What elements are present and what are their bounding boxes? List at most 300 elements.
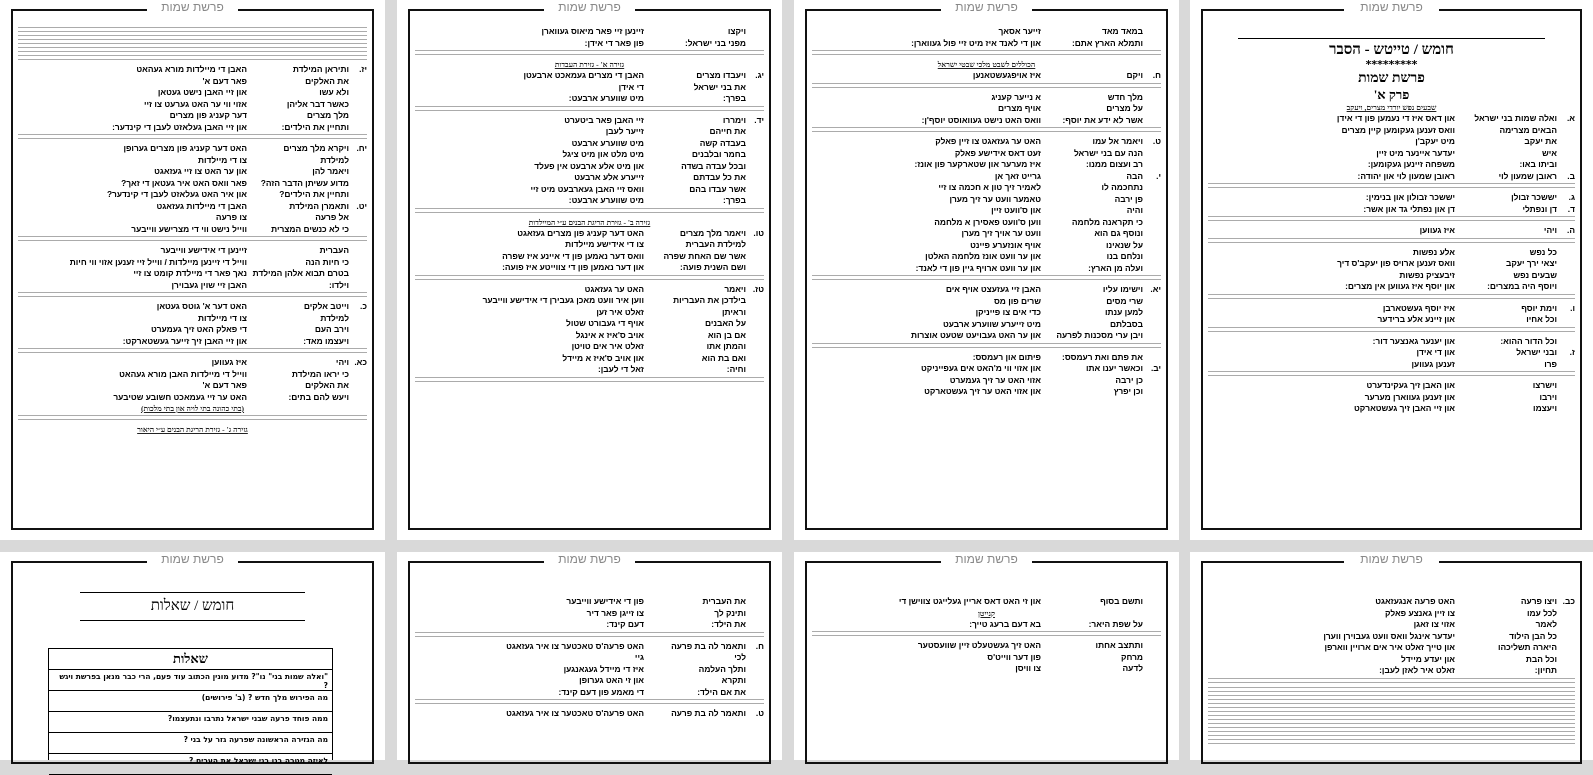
yiddish-translation: זיבעציק נפשות: [1399, 269, 1455, 280]
yiddish-translation: דן און נפתלי גד און אשר:: [1363, 203, 1455, 214]
hebrew-text: ותחיין את הילדים:: [281, 121, 349, 132]
yiddish-translation: מיט שווערע ארבעט:: [568, 195, 644, 205]
verse-line: [812, 26, 1161, 38]
hebrew-text: למילדת העברית: [685, 239, 746, 249]
running-header: פרשת שמות: [1360, 552, 1423, 566]
hebrew-text: ועלה מן הארץ:: [1088, 262, 1143, 273]
yiddish-translation: און מיט אלע ארבעט אין פעלד: [534, 160, 644, 171]
hebrew-text: פן ירבה: [1114, 193, 1143, 204]
hebrew-text: ובני ישראל: [1516, 347, 1557, 357]
yiddish-translation: כדי אים צו פייניקן: [975, 307, 1041, 317]
verse-line: [18, 76, 367, 88]
verse-line: [415, 70, 764, 82]
yiddish-translation: אויף מצרים: [998, 103, 1041, 113]
hebrew-text: ויבן ערי מסכנות לפרעה: [1056, 330, 1143, 340]
hebrew-text: ויקצו: [727, 26, 746, 36]
verse-line: [1208, 654, 1575, 666]
yiddish-translation: פון די אידישע ווייבער: [566, 596, 644, 606]
verse-line: [812, 182, 1161, 194]
yiddish-translation: און אזוי האט ער זיך געשטארקט: [924, 386, 1041, 396]
verse-line: [415, 184, 764, 196]
hebrew-text: והמתן אתו: [706, 341, 746, 351]
verse-line: [812, 619, 1161, 631]
verse-line: [1208, 247, 1575, 259]
hebrew-text: כל הבן הילוד: [1509, 630, 1557, 641]
verse-line: [415, 318, 764, 330]
hebrew-text: וחיה:: [726, 364, 746, 374]
yiddish-translation: אזוי צו זאגן: [1413, 619, 1455, 629]
yiddish-translation: און זיי האבן זיך זייער געשטארקט:: [122, 335, 247, 346]
verse-line: [1208, 596, 1575, 608]
hebrew-text: לאמר: [1535, 619, 1557, 629]
commentary-block: [18, 27, 367, 63]
section-subtitle: הכוללים לשבט מלכי שבטי ישראל: [937, 60, 1036, 69]
hebrew-text: ויאמר להן: [312, 166, 349, 176]
verse-line: [415, 295, 764, 307]
yiddish-translation: וואס זיי האבן געארבעט מיט זיי: [530, 183, 644, 194]
verse-line: [812, 240, 1161, 252]
section-subtitle: שבעים נפש יורדי מצרים, ויעקב: [1346, 103, 1437, 112]
verse-number: יז.: [359, 64, 367, 74]
hebrew-text: וכאשר יענו אתו: [1085, 363, 1143, 373]
verse-number: יד.: [754, 114, 764, 125]
verse-line: [812, 217, 1161, 229]
verse-number: ב.: [1567, 170, 1575, 181]
yiddish-translation: איז די מיידל געגאנגען: [563, 663, 644, 674]
verse-number: טו.: [753, 227, 764, 238]
verse-line: [18, 257, 367, 269]
yiddish-translation: און ער וועט ארויף גיין פון די לאנד:: [915, 262, 1041, 273]
running-header: פרשת שמות: [161, 0, 224, 14]
verse-line: [812, 205, 1161, 217]
yiddish-translation: האט פרעה אנגעזאגט: [1375, 596, 1455, 606]
yiddish-translation: זאלט איר אים טויטן: [571, 341, 644, 351]
yiddish-translation: זייער לעבן: [605, 126, 644, 136]
verse-line: [415, 262, 764, 274]
verse-line: [18, 224, 367, 236]
verse-number: יב.: [1150, 363, 1161, 373]
hebrew-text: אל פרעה: [315, 212, 349, 222]
verse-line: [1208, 148, 1575, 160]
hebrew-text: את פתם ואת רעמסס:: [1062, 351, 1143, 362]
hebrew-text: ותקרא: [721, 675, 746, 685]
verse-number: ו.: [1570, 302, 1575, 313]
hebrew-text: בפרך:: [722, 195, 746, 205]
hebrew-text: כי תקראנה מלחמה: [1071, 216, 1143, 227]
question-row: ממה פוחד פרעה שבני ישראל נתרבו ונתעצמו?: [49, 712, 332, 733]
hebrew-text: נתחכמה לו: [1101, 182, 1143, 192]
commentary-block: [812, 127, 1161, 135]
hebrew-text: ונוסף גם הוא: [1094, 228, 1143, 238]
verse-number: טז.: [752, 283, 764, 294]
commentary-block: [415, 632, 764, 640]
hebrew-text: ותיראן המילדת: [292, 64, 349, 74]
yiddish-translation: און זי האט גערופן: [579, 675, 644, 685]
hebrew-text: לכי: [734, 652, 746, 662]
verse-line: [18, 212, 367, 224]
commentary-block: [1208, 678, 1575, 686]
page-body: [1208, 596, 1575, 744]
hebrew-text: וכן יפרץ: [1113, 386, 1143, 396]
hebrew-text: במאד מאד: [1101, 26, 1143, 36]
verse-line: [18, 245, 367, 257]
verse-line: [1208, 347, 1575, 359]
verse-number: כ.: [360, 301, 367, 311]
verse-line: [812, 263, 1161, 275]
verse-line: [415, 82, 764, 94]
verse-line: [812, 115, 1161, 127]
yiddish-translation: און יענער גאנצער דור:: [1372, 335, 1455, 346]
yiddish-translation: און זענען געווארן מערער: [1364, 391, 1455, 402]
yiddish-translation: איז געווען: [1419, 225, 1455, 235]
yiddish-translation: צו זייגן פאר דיר: [586, 607, 644, 618]
commentary-block: [415, 50, 764, 58]
yiddish-translation: און האבן זיך געקינדערט: [1366, 380, 1455, 390]
verse-line: [812, 375, 1161, 387]
hebrew-text: ותאמר לה בת פרעה: [671, 640, 746, 651]
verse-line: [415, 126, 764, 138]
yiddish-translation: זיינען זיי פאר מיאוס געווארן: [541, 26, 644, 36]
commentary-block: [18, 415, 367, 423]
yiddish-translation: וואס זענען געקומען קיין מצרים: [1341, 124, 1455, 135]
verse-line: [812, 319, 1161, 331]
hebrew-text: תחיון:: [1534, 665, 1557, 675]
page-8: [0, 552, 385, 765]
commentary-block: [812, 83, 1161, 91]
yiddish-translation: יעדער איינער מיט זיין: [1376, 147, 1455, 158]
verse-line: [812, 148, 1161, 160]
hebrew-text: למען ענתו: [1105, 307, 1143, 317]
hebrew-text: הבאים מצרימה: [1499, 124, 1557, 135]
yiddish-translation: און איר האט געלאזט לעבן די קינדער?: [106, 189, 247, 199]
verse-line: [415, 138, 764, 150]
verse-line: [18, 280, 367, 292]
hebrew-text: ותשם בסוף: [1100, 596, 1143, 606]
verse-line: [1208, 359, 1575, 371]
hebrew-text: ובכל עבדה בשדה: [681, 160, 746, 171]
commentary-block: [812, 343, 1161, 351]
hebrew-text: בטרם תבוא אלהן המילדת: [252, 268, 349, 278]
yiddish-translation: איז יוסף געשטארבן: [1382, 302, 1455, 313]
yiddish-translation: און טייך זאלט איר אים ארויין ווארפן: [1324, 642, 1455, 652]
hebrew-text: דן ונפתלי: [1522, 203, 1557, 214]
hebrew-text: מפני בני ישראל:: [684, 37, 746, 48]
verse-line: [1208, 270, 1575, 282]
yiddish-translation: ווייל די זיינען מיילדות / ווייל זיי זענען אזוי ווי חיות: [69, 256, 247, 267]
hebrew-text: על מצרים: [1106, 103, 1143, 113]
hebrew-text: וימררו: [722, 114, 746, 125]
verse-number: יט.: [356, 200, 367, 211]
verse-line: [415, 687, 764, 699]
section-subtitle: גזירה א' - גזירת העבדות: [554, 60, 625, 69]
hebrew-text: העברית: [319, 245, 349, 255]
verse-line: [1208, 192, 1575, 204]
yiddish-translation: וואס האט נישט געוואוסט יוסף'ן:: [921, 114, 1041, 125]
verse-line: [812, 228, 1161, 240]
verse-line: [1208, 380, 1575, 392]
hebrew-text: בחמר ובלבנים: [691, 149, 746, 159]
verse-line: [1208, 314, 1575, 326]
verse-line: [812, 194, 1161, 206]
hebrew-text: מדוע עשיתן הדבר הזה?: [260, 177, 349, 188]
hebrew-text: את בני ישראל: [693, 81, 746, 92]
yiddish-translation: וועט ער אויך זיך מערן: [961, 228, 1041, 238]
verse-line: [18, 178, 367, 190]
page-body: [415, 26, 764, 524]
hebrew-text: ויאמר אל עמו: [1092, 136, 1143, 146]
hebrew-text: ולא עשו: [319, 87, 349, 97]
verse-line: [18, 380, 367, 392]
verse-line: [812, 652, 1161, 664]
commentary-block: [415, 377, 764, 385]
yiddish-translation: און זיינע אלע ברידער: [1377, 314, 1455, 324]
verse-line: [1208, 171, 1575, 183]
yiddish-translation: פאר וואס האט איר געטאן די זאך?: [121, 177, 247, 188]
verse-line: [18, 155, 367, 167]
verse-line: [812, 284, 1161, 296]
question-row: מה הפירוש מלך חדש ? (ב' פירושים): [49, 691, 332, 712]
hebrew-text: ונלחם בנו: [1106, 251, 1143, 261]
yiddish-translation: האט דער קעניג פון מצרים גערופן: [123, 143, 247, 153]
verse-line: [1208, 159, 1575, 171]
yiddish-translation: יעדער אינגל וואס וועט געבוירן ווערן: [1323, 630, 1455, 641]
verse-line: [415, 330, 764, 342]
yiddish-translation: און די לאנד איז מיט זיי פול געווארן:: [911, 37, 1041, 48]
verse-line: [415, 149, 764, 161]
verse-line: [415, 708, 764, 720]
verse-line: [415, 38, 764, 50]
verse-line: [812, 136, 1161, 148]
yiddish-translation: זאלט איר זען: [596, 306, 644, 317]
question-row: "ואלה שמות בני" נו"? מדוע מונין הכתוב עוד פעם, הרי כבר מנאן בפרשת ויגש ?: [49, 670, 332, 691]
verse-line: [415, 619, 764, 631]
yiddish-translation: אזוי ווי ער האט גערעט צו זיי: [143, 98, 247, 109]
yiddish-translation: אויף אונזערע פיינט: [970, 239, 1041, 250]
verse-line: [18, 110, 367, 122]
verse-line: [18, 143, 367, 155]
hebrew-text: איש: [1542, 147, 1557, 158]
hebrew-text: ויעצמו מאד:: [303, 335, 349, 346]
commentary-block: [1208, 371, 1575, 379]
page-body: [812, 26, 1161, 524]
yiddish-translation: און ער וועט אונז מלחמה האלטן: [925, 251, 1041, 261]
yiddish-translation: צו די מיילדות: [197, 312, 247, 323]
yiddish-translation: האט פרעה'ס טאכטער צו איר געזאגט: [506, 708, 644, 718]
yiddish-translation: אלע נפשות: [1412, 246, 1455, 257]
verse-number: כא.: [354, 357, 367, 367]
questions-title: חומש / שאלות: [80, 592, 305, 621]
hebrew-text: כי יראו המילדת: [291, 368, 349, 379]
yiddish-translation: און ער האט געבויעט שטעט אוצרות: [910, 330, 1041, 340]
verse-line: [1208, 642, 1575, 654]
page-body: [415, 596, 764, 744]
yiddish-translation: וואס זענען ארויס פון יעקב'ס דיך: [1337, 258, 1455, 268]
verse-number: א.: [1566, 113, 1575, 123]
commentary-block: [18, 348, 367, 356]
running-header: פרשת שמות: [955, 552, 1018, 566]
yiddish-translation: און דאס איז די נעמען פון די אידן: [1336, 113, 1455, 123]
verse-line: [1208, 336, 1575, 348]
commentary-block: [1208, 183, 1575, 191]
hebrew-text: וישימו עליו: [1102, 284, 1143, 294]
hebrew-text: למילדת: [320, 312, 349, 323]
yiddish-translation: די אידן: [618, 81, 644, 92]
yiddish-translation: גיי: [634, 652, 644, 662]
yiddish-translation: אויף די געבורט שטול: [566, 318, 644, 328]
verse-number: ט.: [755, 708, 764, 718]
verse-line: [812, 159, 1161, 171]
verse-line: [18, 301, 367, 313]
hebrew-text: ויעצמו: [1533, 403, 1557, 413]
hebrew-text: וילדו:: [328, 279, 349, 290]
hebrew-text: כי לא כנשים המצרית: [271, 223, 349, 234]
yiddish-translation: פון דער ווייט'ס: [987, 651, 1041, 662]
commentary-block: [1208, 238, 1575, 246]
verse-line: [415, 353, 764, 365]
verse-line: [812, 386, 1161, 398]
verse-number: ח.: [755, 640, 764, 651]
page-6: [794, 552, 1179, 760]
yiddish-translation: מיט מלט און מיט ציגל: [562, 149, 644, 159]
verse-number: ג.: [1568, 192, 1575, 202]
verse-line: [1208, 204, 1575, 216]
hebrew-text: מלך מצרים: [306, 110, 349, 120]
hebrew-text: ויאמר: [724, 283, 746, 294]
verse-line: [812, 596, 1161, 608]
verse-line: [18, 201, 367, 213]
hebrew-text: ויעבדו מצרים: [696, 70, 746, 80]
yiddish-translation: האט ער געזאגט צו זיין פאלק: [935, 136, 1041, 146]
questions-heading: שאלות: [49, 649, 332, 670]
page-body: [18, 26, 367, 524]
running-header: פרשת שמות: [558, 552, 621, 566]
yiddish-translation: צו די מיילדות: [197, 154, 247, 165]
verse-number: יח.: [356, 143, 367, 153]
yiddish-translation: טאמער וועט ער זיך מערן: [949, 193, 1041, 204]
hebrew-text: ראובן שמעון לוי: [1498, 170, 1557, 181]
yiddish-translation: האבן די מיילדות געזאגט: [156, 200, 247, 211]
verse-line: [18, 357, 367, 369]
hebrew-text: ויקרא מלך מצרים: [283, 143, 349, 153]
commentary-block: [1208, 216, 1575, 224]
hebrew-text: ואם בת הוא: [701, 352, 746, 363]
verse-line: [415, 641, 764, 653]
yiddish-translation: שרים פון מס: [993, 295, 1041, 306]
hebrew-text: הנה עם בני ישראל: [1073, 147, 1143, 158]
hebrew-text: אשר עבדו בהם: [689, 183, 746, 194]
verse-line: [1208, 281, 1575, 293]
hebrew-text: פרו: [1544, 358, 1557, 369]
hebrew-text: ואלה שמות בני ישראל: [1474, 113, 1557, 123]
hebrew-text: כי חיות הנה: [305, 256, 349, 267]
yiddish-translation: האט ער געזאגט: [584, 283, 644, 294]
yiddish-translation: מיט זייערע שווערע ארבעט: [942, 318, 1041, 329]
yiddish-translation: האבן די מיילדות מורא געהאט: [136, 64, 247, 74]
verse-line: [812, 307, 1161, 319]
yiddish-translation: פאר דעם א': [202, 380, 247, 390]
verse-line: [1208, 392, 1575, 404]
document-title: חומש / טייטש - הסבר: [1238, 38, 1545, 59]
verse-line: [18, 324, 367, 336]
yiddish-translation: האט פרעה'ס טאכטער צו איר געזאגט: [506, 640, 644, 651]
yiddish-translation: צו די אידישע מיילדות: [565, 239, 644, 249]
hebrew-text: ויהי: [335, 357, 349, 367]
verse-line: [1208, 665, 1575, 677]
yiddish-translation: ראובן שמעון לוי און יהודה:: [1357, 170, 1455, 181]
hebrew-text: את הילד:: [711, 619, 746, 629]
yiddish-translation: ווען איר וועט מאכן געבירן די אידישע ווייבער: [482, 295, 644, 305]
verse-line: [1208, 403, 1575, 415]
verse-number: ח.: [1152, 70, 1161, 80]
commentary-block: [415, 106, 764, 114]
yiddish-translation: די מאמע פון דעם קינד:: [558, 686, 644, 697]
verse-line: [1208, 125, 1575, 137]
verse-line: [1208, 631, 1575, 643]
yiddish-translation: זענען געווען: [1411, 358, 1455, 369]
hebrew-text: על האבנים: [704, 318, 746, 328]
hebrew-text: לדעה: [1122, 663, 1143, 673]
verse-line: [18, 313, 367, 325]
yiddish-translation: צו זיין גאנצע פאלק: [1384, 607, 1455, 618]
hebrew-text: בעבדה קשה: [699, 137, 746, 148]
yiddish-translation: זאלט איר לאזן לעבן:: [1379, 665, 1455, 675]
hebrew-text: יצאי ירך יעקב: [1506, 258, 1557, 268]
verse-number: ז.: [1569, 347, 1575, 357]
hebrew-text: אשר שם האחת שפרה: [663, 250, 746, 261]
commentary-block: [1208, 294, 1575, 302]
section-subtitle: גזירה ג' - גזירת הריגת הבנים ע״י היאור: [137, 425, 248, 434]
commentary-block: [812, 275, 1161, 283]
hebrew-text: וכל אחיו: [1526, 314, 1557, 324]
yiddish-translation: משפחה זיינען געקומען:: [1367, 159, 1455, 169]
verse-line: [415, 239, 764, 251]
page-1: [1190, 0, 1593, 540]
yiddish-translation: דעם קינד:: [606, 619, 644, 629]
yiddish-translation: צו וויסן: [1015, 663, 1041, 673]
hebrew-text: ותמלא הארץ אתם:: [1071, 37, 1143, 48]
yiddish-translation: און אויב ס'איז א מיידל: [562, 352, 644, 363]
commentary-block: [18, 292, 367, 300]
yiddish-translation: איז אויפגעשטאנען: [972, 70, 1041, 80]
verse-line: [812, 352, 1161, 364]
verse-line: [812, 663, 1161, 675]
verse-line: [1208, 303, 1575, 315]
verse-line: [812, 640, 1161, 652]
verse-line: [812, 171, 1161, 183]
yiddish-translation: דער קעניג פון מצרים: [169, 110, 247, 120]
question-row: לאיזה מטרה בנו בני ישראל את הערים ?: [49, 754, 332, 775]
hebrew-text: וירבו: [1539, 391, 1557, 402]
verse-line: [415, 228, 764, 240]
yiddish-translation: האבן זיי געזעצט אויף אים: [945, 284, 1041, 294]
hebrew-text: ותאמרן המילדת: [289, 200, 349, 211]
yiddish-translation: און ער האט צו זיי געזאגט: [154, 166, 247, 176]
yiddish-translation: זיי האבן פאר ביטערט: [564, 114, 644, 125]
verse-line: [415, 284, 764, 296]
commentary-block: [415, 208, 764, 216]
yiddish-translation: יששכר זבולון און בנימין:: [1365, 192, 1455, 202]
hebrew-text: ותלך העלמה: [698, 663, 746, 674]
hebrew-text: היארה תשליכהו: [1497, 642, 1557, 652]
yiddish-translation: און זיי האבן נישט געטאן: [157, 87, 247, 97]
hebrew-text: את האלקים: [305, 380, 349, 390]
yiddish-translation: אזוי האט ער זיך געמערט: [949, 374, 1041, 385]
verse-line: [18, 166, 367, 178]
commentary-block: [812, 631, 1161, 639]
verse-line: [415, 172, 764, 184]
verse-line: [812, 363, 1161, 375]
commentary-block: [415, 699, 764, 707]
